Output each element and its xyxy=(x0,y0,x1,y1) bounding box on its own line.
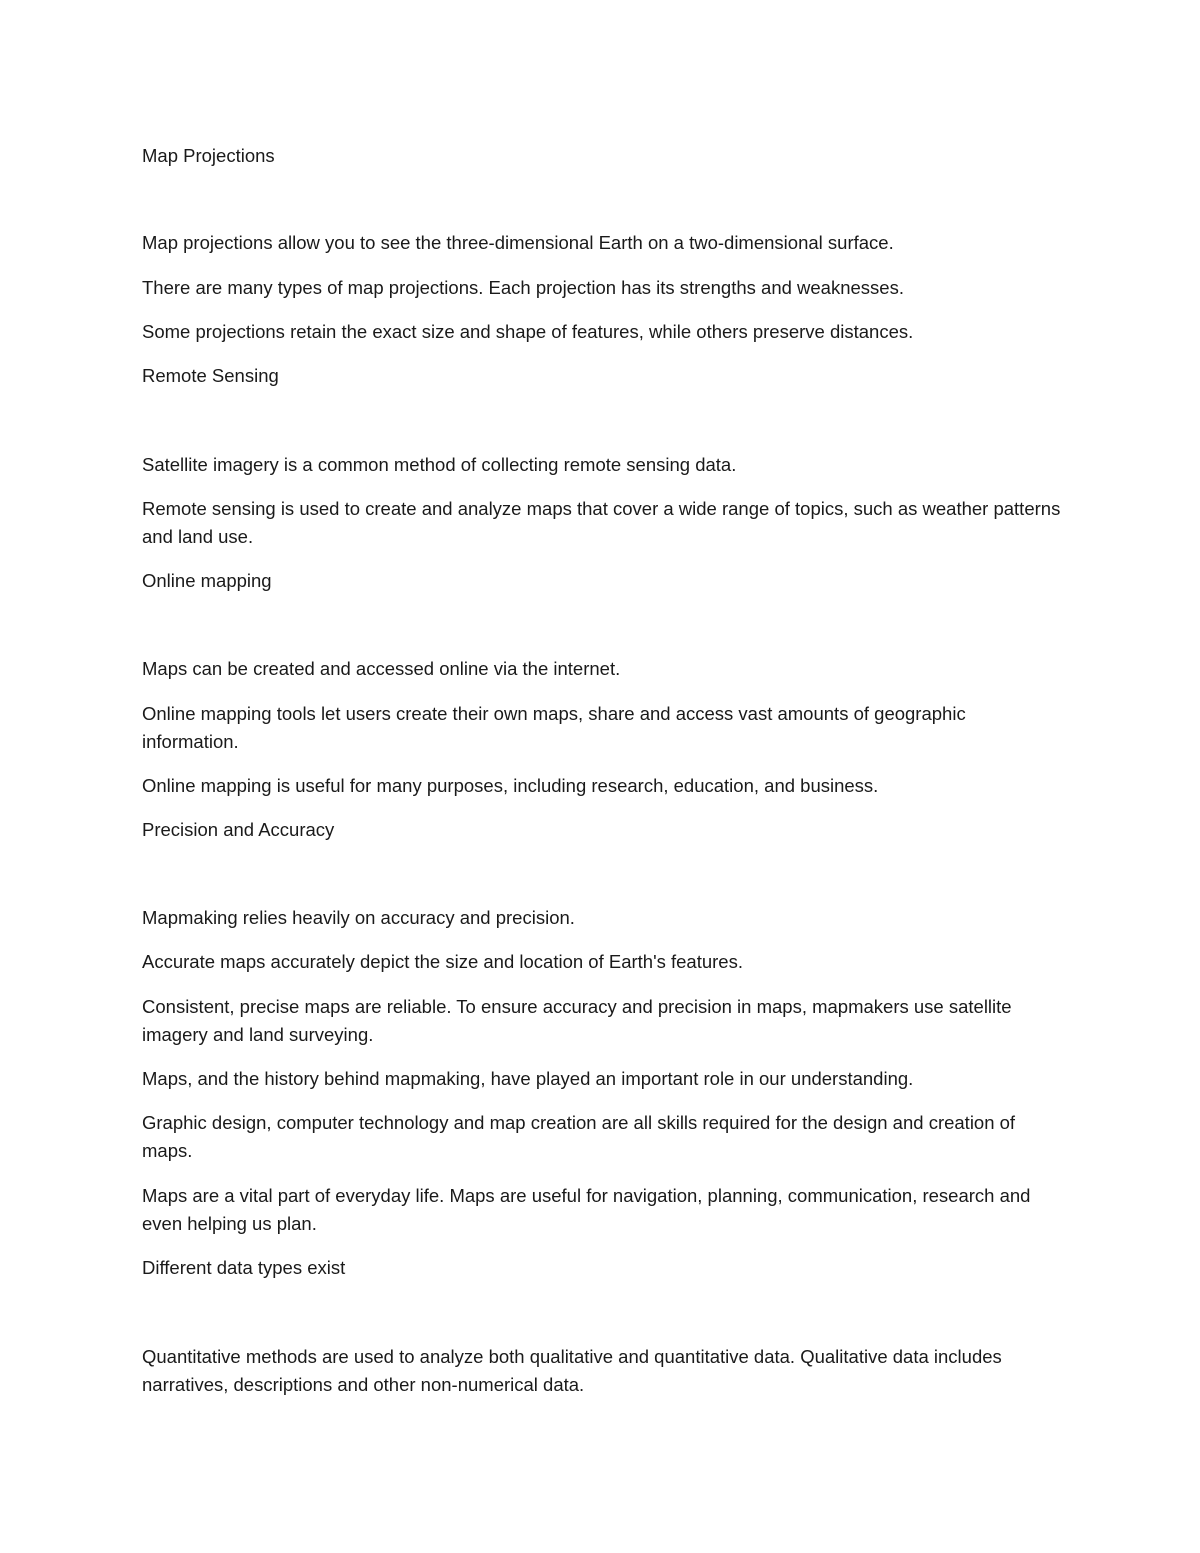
paragraph: Maps, and the history behind mapmaking, have played an important role in our understanding. xyxy=(142,1068,914,1089)
paragraph: Quantitative methods are used to analyze both qualitative and quantitative data. Qualitative data includes narratives, descriptions and other non-numerical data. xyxy=(142,1346,1002,1395)
paragraph: Consistent, precise maps are reliable. To ensure accuracy and precision in maps, mapmakers use satellite imagery and land surveying. xyxy=(142,996,1012,1045)
paragraph: Maps are a vital part of everyday life. Maps are useful for navigation, planning, communication, research and even helping us plan. xyxy=(142,1185,1031,1234)
paragraph: Some projections retain the exact size and shape of features, while others preserve distances. xyxy=(142,321,914,342)
heading-map-projections: Map Projections xyxy=(142,145,275,166)
heading-remote-sensing: Remote Sensing xyxy=(142,365,279,386)
paragraph: Mapmaking relies heavily on accuracy and precision. xyxy=(142,907,575,928)
paragraph: Online mapping is useful for many purposes, including research, education, and business. xyxy=(142,775,879,796)
paragraph: Remote sensing is used to create and analyze maps that cover a wide range of topics, such as weather patterns and land use. xyxy=(142,498,1061,547)
heading-precision-accuracy: Precision and Accuracy xyxy=(142,819,335,840)
paragraph: Maps can be created and accessed online via the internet. xyxy=(142,658,621,679)
heading-online-mapping: Online mapping xyxy=(142,570,272,591)
paragraph: Accurate maps accurately depict the size and location of Earth's features. xyxy=(142,951,743,972)
paragraph: There are many types of map projections. Each projection has its strengths and weaknesses. xyxy=(142,277,904,298)
paragraph: Satellite imagery is a common method of collecting remote sensing data. xyxy=(142,454,737,475)
paragraph: Graphic design, computer technology and map creation are all skills required for the design and creation of maps. xyxy=(142,1112,1016,1161)
heading-data-types: Different data types exist xyxy=(142,1257,346,1278)
paragraph: Map projections allow you to see the three-dimensional Earth on a two-dimensional surface. xyxy=(142,232,894,253)
paragraph: Online mapping tools let users create their own maps, share and access vast amounts of geographic information. xyxy=(142,703,966,752)
